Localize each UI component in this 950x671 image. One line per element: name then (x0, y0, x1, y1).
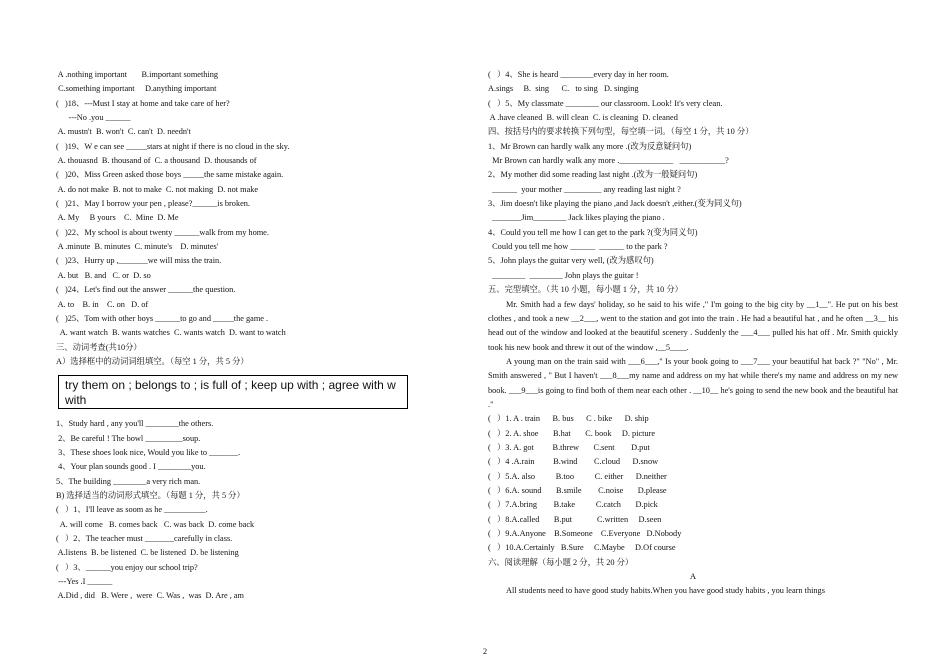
text-line: ( )22、My school is about twenty ______walk from my home. (56, 227, 269, 237)
left-question-block-b (56, 417, 476, 603)
text-line: A.Did , did B. Were , were C. Was , was D. Are , am (56, 591, 245, 601)
text-line: A.sings B. sing C. to sing D. singing (488, 84, 639, 94)
text-line: A. to B. in C. on D. of (56, 299, 149, 309)
text-line: ______ your mother _________ any reading last night ? (488, 184, 681, 194)
cloze-paragraph-2: A young man on the train said with ___6___," Is your book going to ___7___ your beautiful hat back ?" "No" , Mr. Smith answered , " But I haven't ___8___my name and address on my hat while there's my name and address on my new book. ___9___is going to find both of them near each other . __10__ he's going to send the new book and the beautiful hat ." (488, 356, 898, 409)
text-line: Mr Brown can hardly walk any more ._____________ ___________? (488, 156, 729, 166)
text-line: 1、Mr Brown can hardly walk any more .(改为反意疑问句) (488, 141, 692, 151)
text-line: C.something important D.anything important (56, 84, 217, 94)
text-line: ( ）6.A. sound B.smile C.noise D.please (488, 485, 667, 495)
text-line: 2、Be careful ! The bowl _________soup. (56, 433, 201, 443)
text-line: ( )20、Miss Green asked those boys _____the same mistake again. (56, 170, 284, 180)
text-line: 5、The building ________a very rich man. (56, 476, 201, 486)
text-line: ( ）3. A. got B.threw C.sent D.put (488, 442, 650, 452)
text-line: ( ）5、My classmate ________ our classroom. Look! It's very clean. (488, 98, 723, 108)
text-line: 2、My mother did some reading last night .(改为一般疑问句) (488, 170, 698, 180)
text-line: 4、Could you tell me how I can get to the park ?(变为同义句) (488, 227, 698, 237)
page-number: 2 (482, 646, 488, 656)
phrase-box: try them on ; belongs to ; is full of ; keep up with ; agree with w with (58, 375, 408, 409)
right-question-block-a (488, 68, 898, 298)
text-line: ( ）5.A. also B.too C. either D.neither (488, 471, 667, 481)
text-line: A. mustn't B. won't C. can't D. needn't (56, 127, 191, 137)
text-line: ( ）1. A . train B. bus C . bike D. ship (488, 414, 649, 424)
text-line: ( ）7.A.bring B.take C.catch D.pick (488, 500, 658, 510)
text-line: A. My B yours C. Mine D. Me (56, 213, 179, 223)
text-line: Could you tell me how ______ ______ to the park ? (488, 242, 668, 252)
cloze-paragraph-1: Mr. Smith had a few days' holiday, so he said to his wife ," I'm going to the big city by __1__". He put on his best clothes , and took a new __2___, went to the station and got into the train . He had a beautiful hat , and he often __3__ his head out of the window and looked at the beautiful scenery . Suddenly the ___4___ pulled his hat off . Mr. Smith quickly took his new book and threw it out of the window ,__5____. (488, 299, 898, 352)
text-line: 四、按括号内的要求转换下列句型，每空填一词。（每空 1 分，共 10 分） (488, 127, 754, 137)
right-question-block-b (488, 412, 898, 570)
text-line: ( ）1、I'll leave as soom as he __________. (56, 505, 208, 515)
text-line: A .minute B. minutes C. minute's D. minutes' (56, 242, 219, 252)
text-line: ( ）10.A.Certainly B.Sure C.Maybe D.Of course (488, 543, 676, 553)
text-line: ________ ________ John plays the guitar ! (488, 270, 639, 280)
text-line: A. thouasnd B. thousand of C. a thousand D. thousands of (56, 156, 257, 166)
text-line: 3、These shoes look nice, Would you like to _______. (56, 447, 241, 457)
text-line: ( )24、Let's find out the answer ______the question. (56, 285, 236, 295)
text-line: ( ）4 .A.rain B.wind C.cloud D.snow (488, 457, 659, 467)
text-line: 五、完型填空。（共 10 小题，每小题 1 分，共 10 分） (488, 285, 683, 295)
text-line: 5、John plays the guitar very well, (改为感叹句) (488, 256, 654, 266)
cloze-passage (488, 298, 898, 413)
text-line: 三、动词考查(共10分） (56, 342, 142, 352)
text-line: _______Jim________ Jack likes playing the piano . (488, 213, 665, 223)
text-line: A. do not make B. not to make C. not making D. not make (56, 184, 259, 194)
text-line: ( )18、---Must I stay at home and take care of her? (56, 98, 230, 108)
text-line: ( ）4、She is heard ________every day in her room. (488, 70, 669, 79)
reading-paragraph-1: All students need to have good study habits.When you have good study habits , you learn things (506, 586, 825, 596)
text-line: ( )25、Tom with other boys ______to go and _____the game . (56, 313, 269, 323)
text-line: ( ）2. A. shoe B.hat C. book D. picture (488, 428, 656, 438)
text-line: ( )23、Hurry up ,_______we will miss the train. (56, 256, 222, 266)
text-line: ( ）8.A.called B.put C.written D.seen (488, 514, 662, 524)
text-line: ( )21、May I borrow your pen , please?______is broken. (56, 199, 251, 209)
text-line: ( ）3、______you enjoy our school trip? (56, 562, 198, 572)
text-line: A）选择框中的动词词组填空。（每空 1 分，共 5 分） (56, 356, 249, 366)
text-line: 1、Study hard , any you'll ________the others. (56, 419, 214, 429)
text-line: ( )19、W e can see _____stars at night if there is no cloud in the sky. (56, 141, 290, 151)
text-line: 3、Jim doesn't like playing the piano ,and Jack doesn't ,either.(变为同义句) (488, 199, 742, 209)
text-line: ( ）9.A.Anyone B.Someone C.Everyone D.Nobody (488, 529, 682, 538)
text-line: 六、阅读理解（每小题 2 分，共 20 分） (488, 557, 634, 567)
reading-section-label: A (690, 572, 696, 582)
text-line: A. will come B. comes back C. was back D. come back (56, 519, 255, 529)
text-line: A. but B. and C. or D. so (56, 270, 151, 280)
text-line: ---Yes .I ______ (56, 577, 113, 586)
text-line: ( ）2、The teacher must _______carefully in class. (56, 533, 233, 543)
text-line: 4、Your plan sounds good . I ________you. (56, 462, 206, 472)
text-line: A .have cleaned B. will clean C. is cleaning D. cleaned (488, 113, 678, 123)
text-line: A .nothing important B.important something (56, 70, 219, 79)
left-column (56, 68, 476, 604)
text-line: A. want watch B. wants watches C. wants watch D. want to watch (56, 328, 286, 338)
left-question-block-a (56, 68, 476, 369)
text-line: ---No .you ______ (56, 113, 131, 123)
text-line: B) 选择适当的动词形式填空。（每题 1 分，共 5 分） (56, 490, 245, 500)
text-line: A.listens B. be listened C. be listened D. be listening (56, 548, 239, 558)
reading-passage (488, 584, 898, 598)
right-column (488, 68, 898, 599)
phrase-box-wrapper (56, 369, 476, 417)
